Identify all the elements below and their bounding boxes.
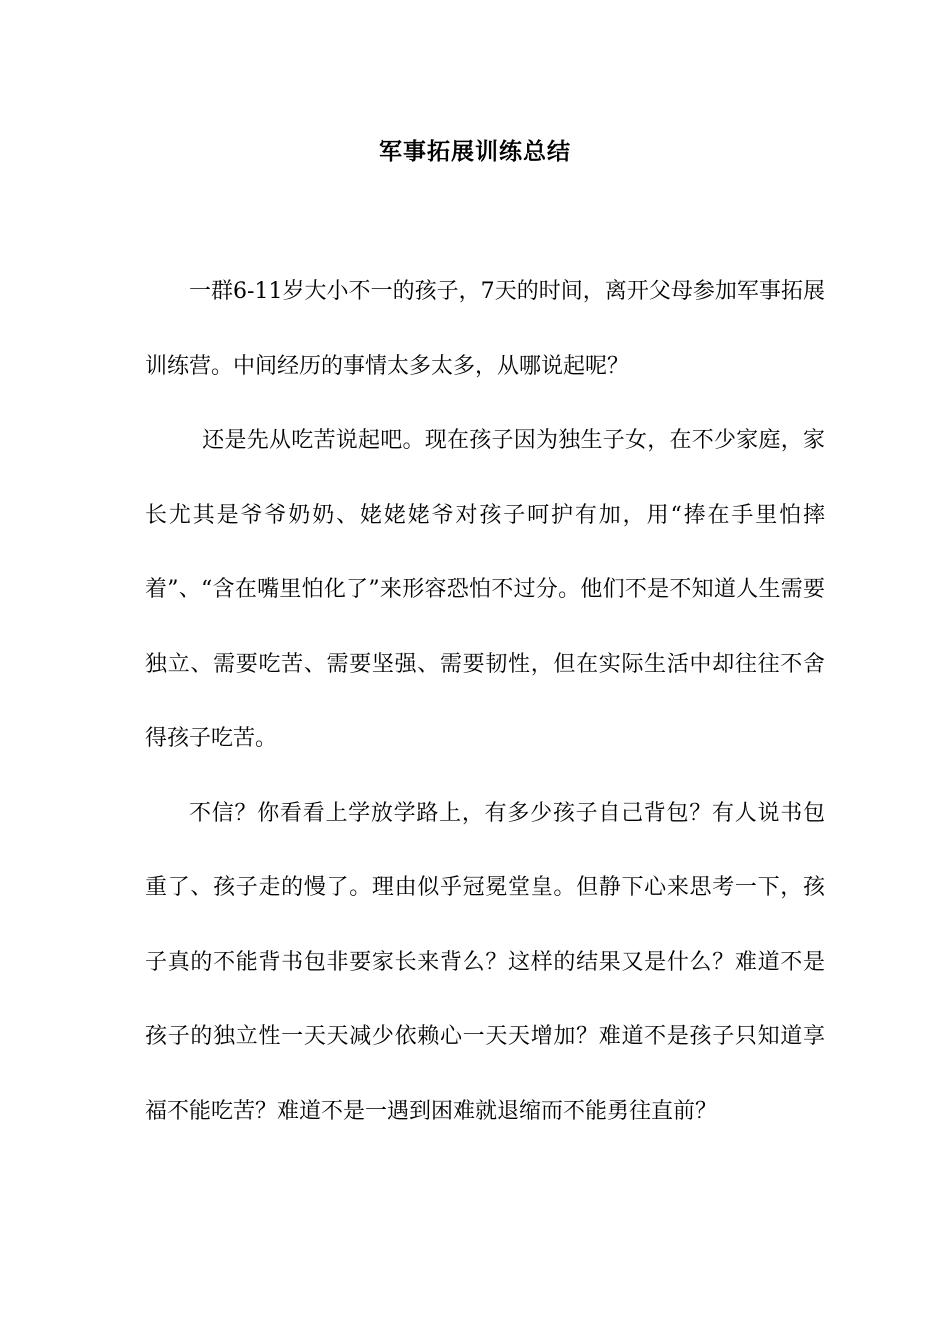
document-title: 军事拓展训练总结	[379, 138, 571, 165]
paragraph: 不信？你看看上学放学路上，有多少孩子自己背包？有人说书包重了、孩子走的慢了。理由似乎冠冕堂皇。但静下心来思考一下，孩子真的不能背书包非要家长来背么？这样的结果又是什么？难道不是孩子的独立性一天天减少依赖心一天天增加？难道不是孩子只知道享福不能吃苦？难道不是一遇到困难就退缩而不能勇往直前？	[145, 800, 825, 1124]
document-body	[145, 255, 825, 1149]
paragraph: 一群6-11岁大小不一的孩子，7天的时间，离开父母参加军事拓展训练营。中间经历的事情太多太多，从哪说起呢？	[145, 279, 825, 379]
paragraph: 还是先从吃苦说起吧。现在孩子因为独生子女，在不少家庭，家长尤其是爷爷奶奶、姥姥姥爷对孩子呵护有加，用“捧在手里怕摔着”、“含在嘴里怕化了”来形容恐怕不过分。他们不是不知道人生需要独立、需要吃苦、需要坚强、需要韧性，但在实际生活中却往往不舍得孩子吃苦。	[145, 428, 825, 751]
